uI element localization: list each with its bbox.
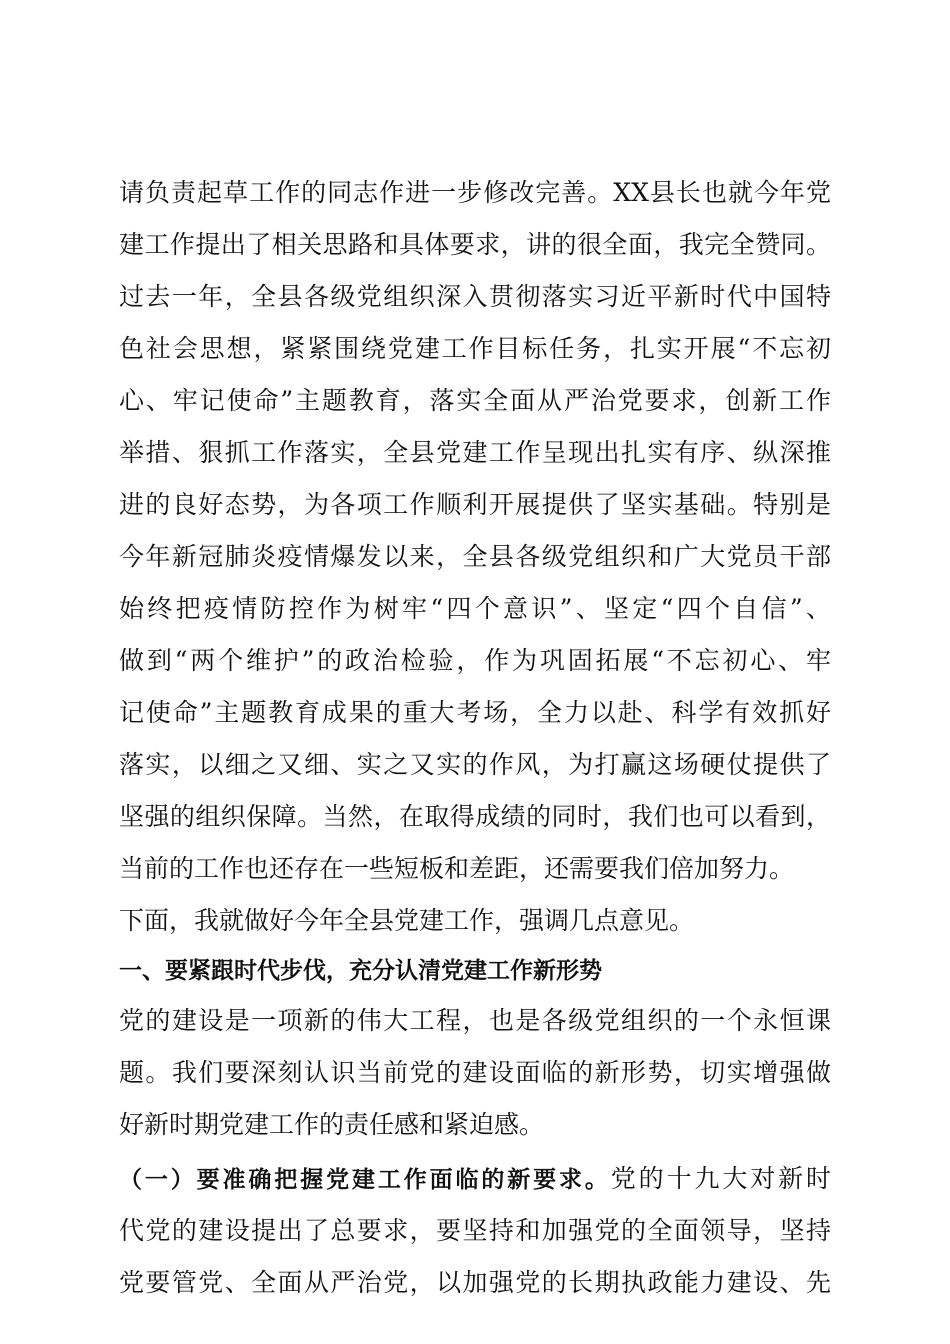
intro-line: 今年新冠肺炎疫情爆发以来，全县各级党组织和广大党员干部 [119,542,831,571]
intro-line: 坚强的组织保障。当然，在取得成绩的同时，我们也可以看到， [119,802,831,831]
intro-line: 做到“两个维护”的政治检验，作为巩固拓展“不忘初心、牢 [119,646,831,675]
section-line: 题。我们要深刻认识当前党的建设面临的新形势，切实增强做 [119,1058,831,1087]
intro-line: 举措、狠抓工作落实，全县党建工作呈现出扎实有序、纵深推 [119,438,831,467]
intro-line: 过去一年，全县各级党组织深入贯彻落实习近平新时代中国特 [119,282,831,311]
subsection-line: 代党的建设提出了总要求，要坚持和加强党的全面领导，坚持 [119,1216,831,1245]
subsection-first-line [119,1162,831,1196]
intro-line: 心、牢记使命”主题教育，落实全面从严治党要求，创新工作 [119,386,831,415]
section-heading: 一、要紧跟时代步伐，充分认清党建工作新形势 [119,958,602,984]
subsection-heading: （一）要准确把握党建工作面临的新要求。 [119,1167,611,1193]
intro-line: 记使命”主题教育成果的重大考场，全力以赴、科学有效抓好 [119,698,831,727]
intro-line: 请负责起草工作的同志作进一步修改完善。XX县长也就今年党 [119,178,831,207]
intro-line: 色社会思想，紧紧围绕党建工作目标任务，扎实开展“不忘初 [119,334,831,363]
intro-line: 下面，我就做好今年全县党建工作，强调几点意见。 [119,906,695,935]
subsection-line: 党要管党、全面从严治党，以加强党的长期执政能力建设、先 [119,1268,831,1297]
subsection-lead-text: 党的十九大对新时 [610,1164,831,1193]
intro-line: 进的良好态势，为各项工作顺利开展提供了坚实基础。特别是 [119,490,831,519]
intro-line: 建工作提出了相关思路和具体要求，讲的很全面，我完全赞同。 [119,230,831,259]
section-line: 好新时期党建工作的责任感和紧迫感。 [119,1110,545,1139]
intro-line: 始终把疫情防控作为树牢“四个意识”、坚定“四个自信”、 [119,594,831,623]
intro-line: 落实，以细之又细、实之又实的作风，为打赢这场硬仗提供了 [119,750,831,779]
section-line: 党的建设是一项新的伟大工程，也是各级党组织的一个永恒课 [119,1006,831,1035]
intro-line: 当前的工作也还存在一些短板和差距，还需要我们倍加努力。 [119,854,795,883]
